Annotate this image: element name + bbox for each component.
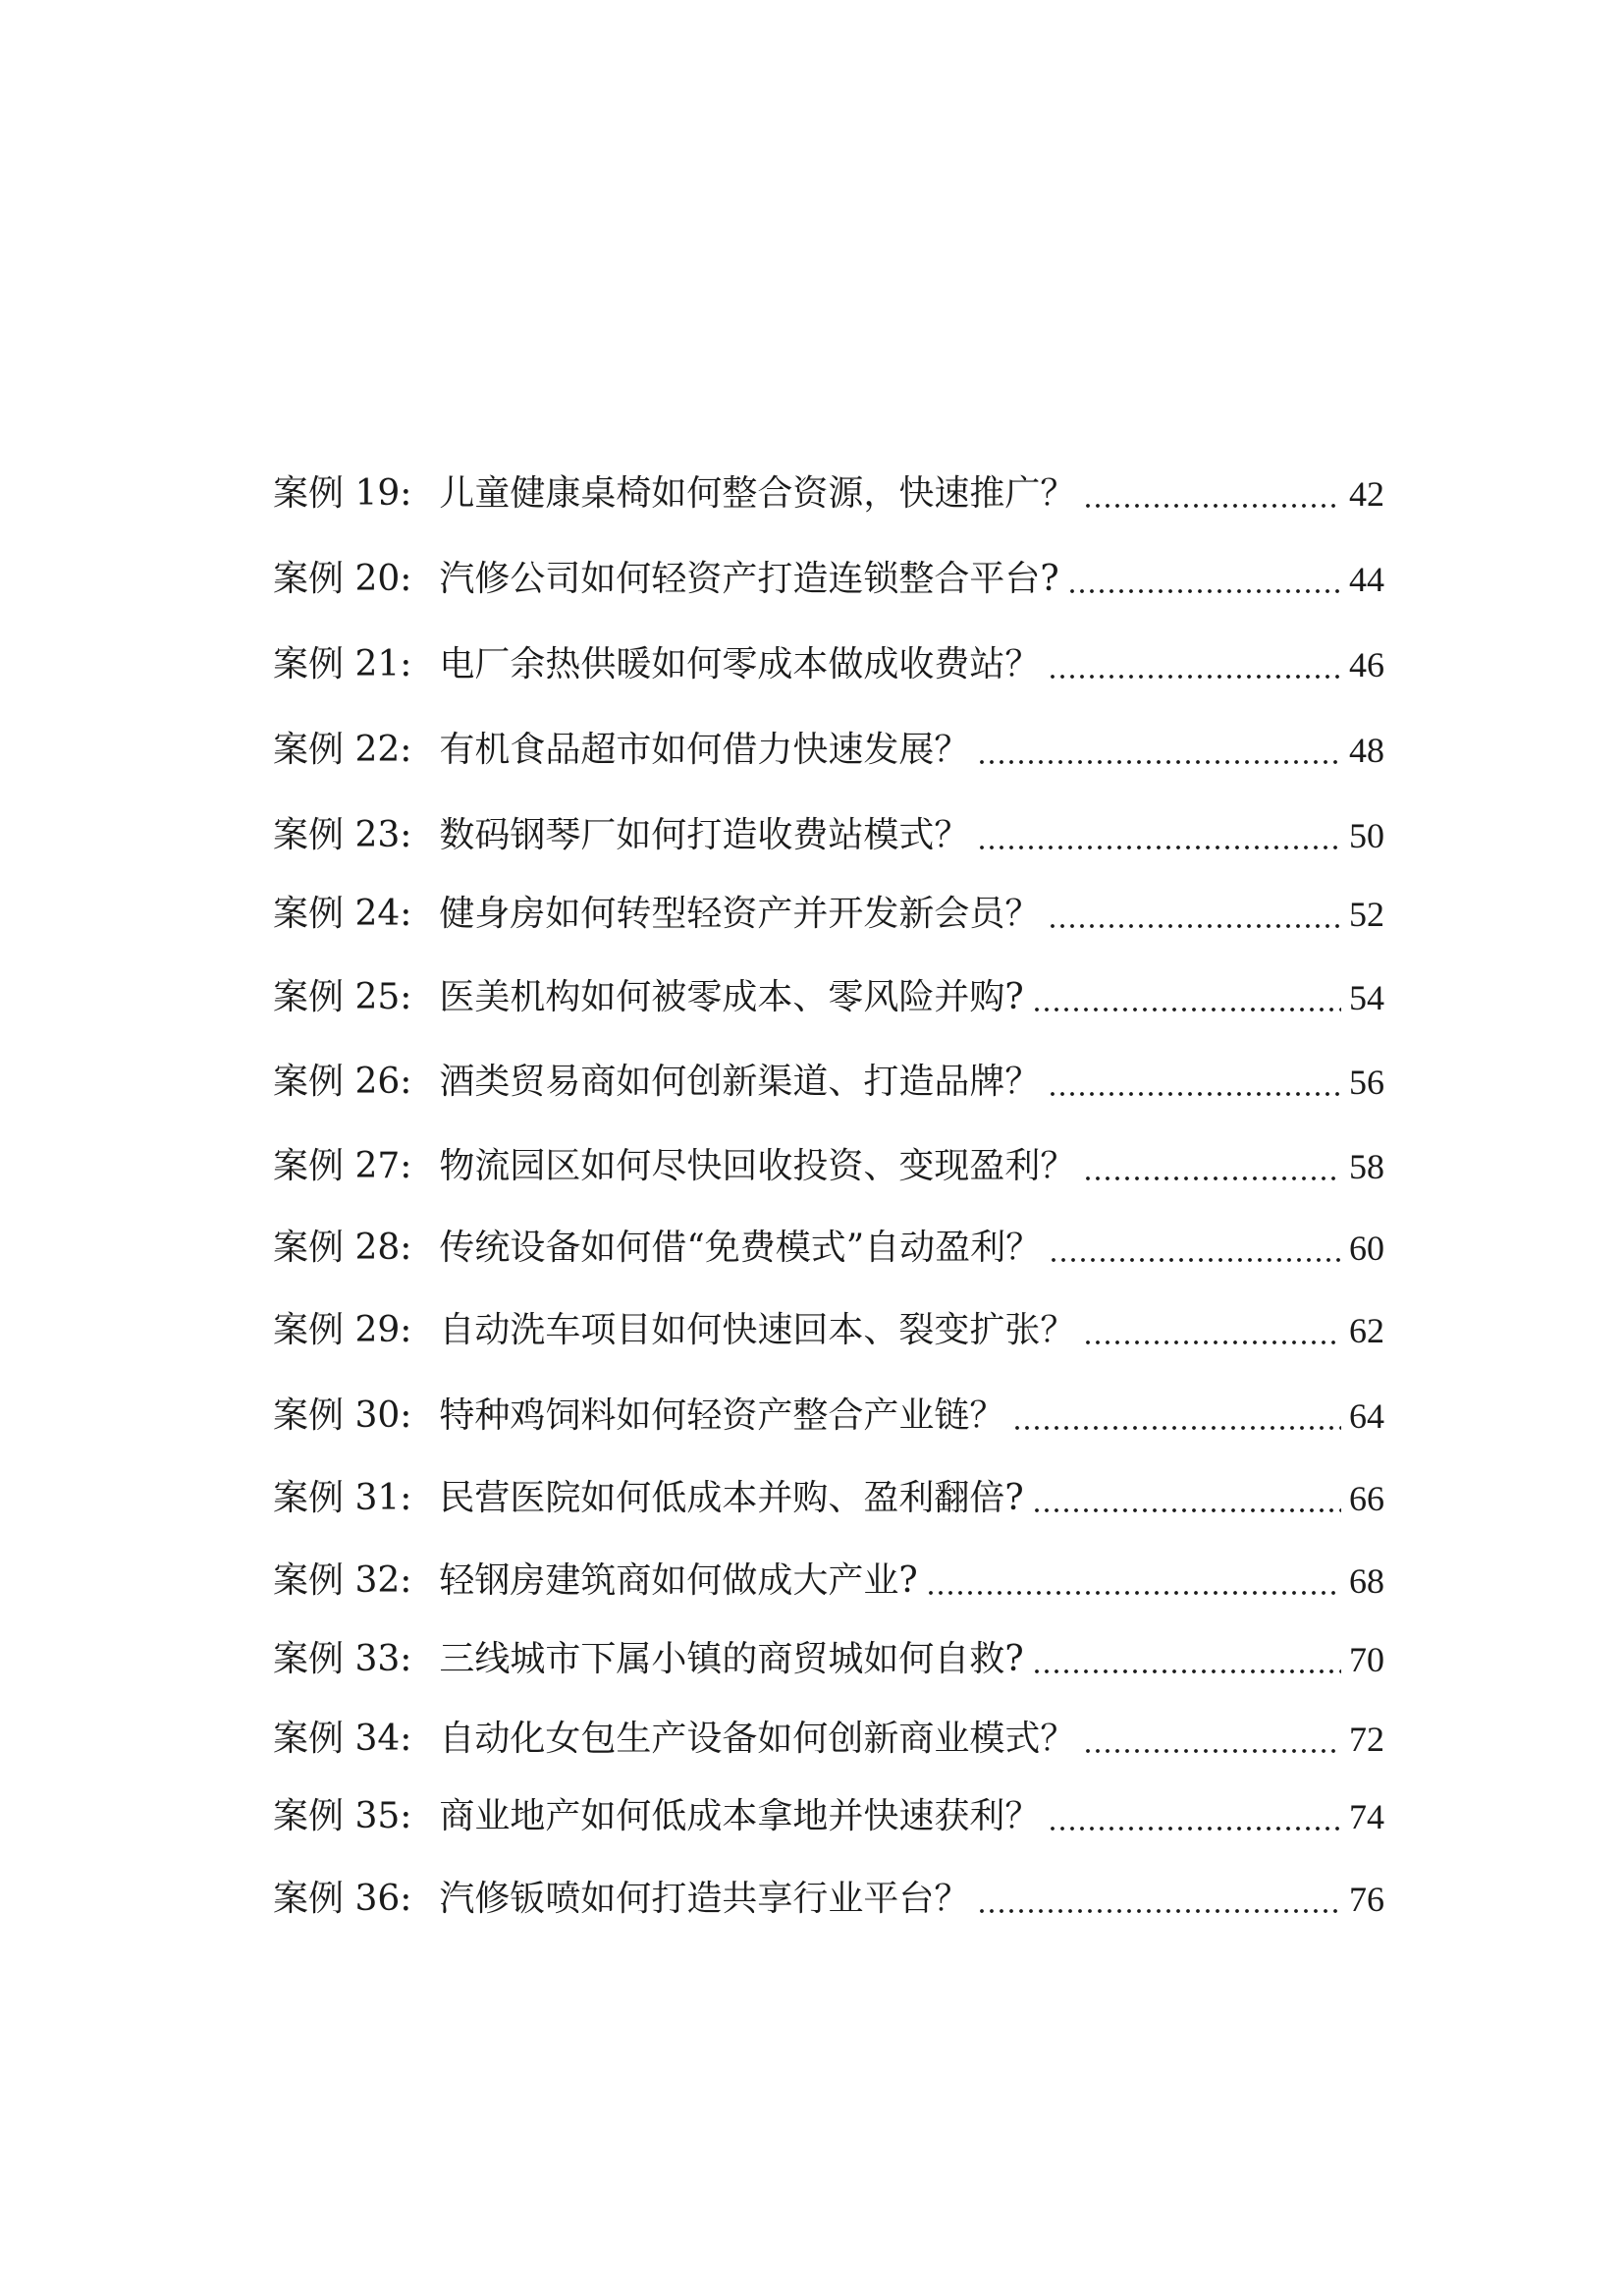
dot-leader [977,723,1341,778]
case-title: 民营医院如何低成本并购、盈利翻倍? [439,1478,1024,1518]
toc-entry-case-19[interactable] [273,466,1384,521]
case-title: 儿童健康桌椅如何整合资源，快速推广？ [439,473,1076,514]
case-title: 有机食品超市如何借力快速发展？ [439,730,970,770]
case-label: 案例 35: [273,1796,412,1836]
dot-leader [1048,637,1341,692]
case-label: 案例 28: [273,1228,412,1268]
case-title: 汽修钣喷如何打造共享行业平台？ [439,1879,970,1919]
page-number: 76 [1349,1880,1384,1919]
case-label: 案例 36: [273,1879,412,1919]
case-title: 电厂余热供暖如何零成本做成收费站？ [439,644,1041,684]
toc-entry-case-26[interactable] [273,1055,1384,1110]
case-title: 轻钢房建筑商如何做成大产业? [439,1560,918,1601]
dot-leader [1048,1055,1341,1110]
dot-leader [1032,1471,1341,1526]
page-number: 54 [1349,978,1384,1017]
toc-entry-case-28[interactable] [273,1221,1384,1276]
dot-leader [1083,1139,1341,1194]
toc-entry-case-32[interactable] [273,1554,1384,1609]
page-number: 44 [1349,560,1384,599]
case-title: 商业地产如何低成本拿地并快速获利？ [439,1796,1041,1836]
toc-entry-case-25[interactable] [273,970,1384,1025]
page-number: 64 [1349,1396,1384,1436]
case-title: 酒类贸易商如何创新渠道、打造品牌？ [439,1062,1041,1102]
page-number: 62 [1349,1311,1384,1350]
case-label: 案例 29: [273,1310,412,1350]
dot-leader [1012,1389,1341,1444]
case-label: 案例 22: [273,730,412,770]
case-title: 传统设备如何借“免费模式”自动盈利？ [439,1228,1042,1268]
case-label: 案例 26: [273,1062,412,1102]
toc-entry-case-27[interactable] [273,1139,1384,1194]
toc-entry-case-35[interactable] [273,1789,1384,1844]
case-label: 案例 23: [273,815,412,855]
case-title: 健身房如何转型轻资产并开发新会员？ [439,894,1041,934]
page-number: 72 [1349,1720,1384,1759]
case-title: 物流园区如何尽快回收投资、变现盈利？ [439,1146,1076,1186]
page-number: 58 [1349,1147,1384,1186]
dot-leader [977,1872,1341,1927]
toc-entry-case-34[interactable] [273,1712,1384,1767]
page-number: 70 [1349,1640,1384,1679]
case-title: 自动洗车项目如何快速回本、裂变扩张？ [439,1310,1076,1350]
page-number: 68 [1349,1561,1384,1601]
case-label: 案例 24: [273,894,412,934]
case-title: 自动化女包生产设备如何创新商业模式？ [439,1719,1076,1759]
toc-entry-case-33[interactable] [273,1632,1384,1687]
dot-leader [1067,552,1341,607]
toc-entry-case-23[interactable] [273,808,1384,863]
page-number: 74 [1349,1797,1384,1836]
case-title: 汽修公司如何轻资产打造连锁整合平台? [439,559,1059,599]
case-title: 医美机构如何被零成本、零风险并购? [439,977,1024,1017]
page-number: 56 [1349,1063,1384,1102]
page-number: 50 [1349,816,1384,855]
toc-entry-case-24[interactable] [273,887,1384,942]
dot-leader [926,1554,1341,1609]
case-label: 案例 31: [273,1478,412,1518]
case-title: 三线城市下属小镇的商贸城如何自救? [439,1639,1024,1679]
case-title: 特种鸡饲料如何轻资产整合产业链？ [439,1395,1005,1436]
case-title: 数码钢琴厂如何打造收费站模式？ [439,815,970,855]
case-label: 案例 25: [273,977,412,1017]
case-label: 案例 33: [273,1639,412,1679]
dot-leader [1048,1789,1341,1844]
dot-leader [1032,970,1341,1025]
case-label: 案例 34: [273,1719,412,1759]
case-label: 案例 19: [273,473,412,514]
toc-entry-case-36[interactable] [273,1872,1384,1927]
dot-leader [1049,1221,1341,1276]
dot-leader [1083,1712,1341,1767]
page-number: 42 [1349,474,1384,514]
case-label: 案例 20: [273,559,412,599]
case-label: 案例 21: [273,644,412,684]
toc-entry-case-29[interactable] [273,1303,1384,1358]
page-number: 60 [1349,1229,1384,1268]
page-number: 48 [1349,731,1384,770]
dot-leader [977,808,1341,863]
toc-entry-case-22[interactable] [273,723,1384,778]
toc-entry-case-20[interactable] [273,552,1384,607]
toc-entry-case-31[interactable] [273,1471,1384,1526]
page-number: 52 [1349,895,1384,934]
case-label: 案例 30: [273,1395,412,1436]
dot-leader [1032,1632,1341,1687]
toc-entry-case-21[interactable] [273,637,1384,692]
toc-entry-case-30[interactable] [273,1389,1384,1444]
dot-leader [1048,887,1341,942]
page-number: 66 [1349,1479,1384,1518]
case-label: 案例 27: [273,1146,412,1186]
case-label: 案例 32: [273,1560,412,1601]
dot-leader [1083,1303,1341,1358]
dot-leader [1083,466,1341,521]
page-number: 46 [1349,645,1384,684]
